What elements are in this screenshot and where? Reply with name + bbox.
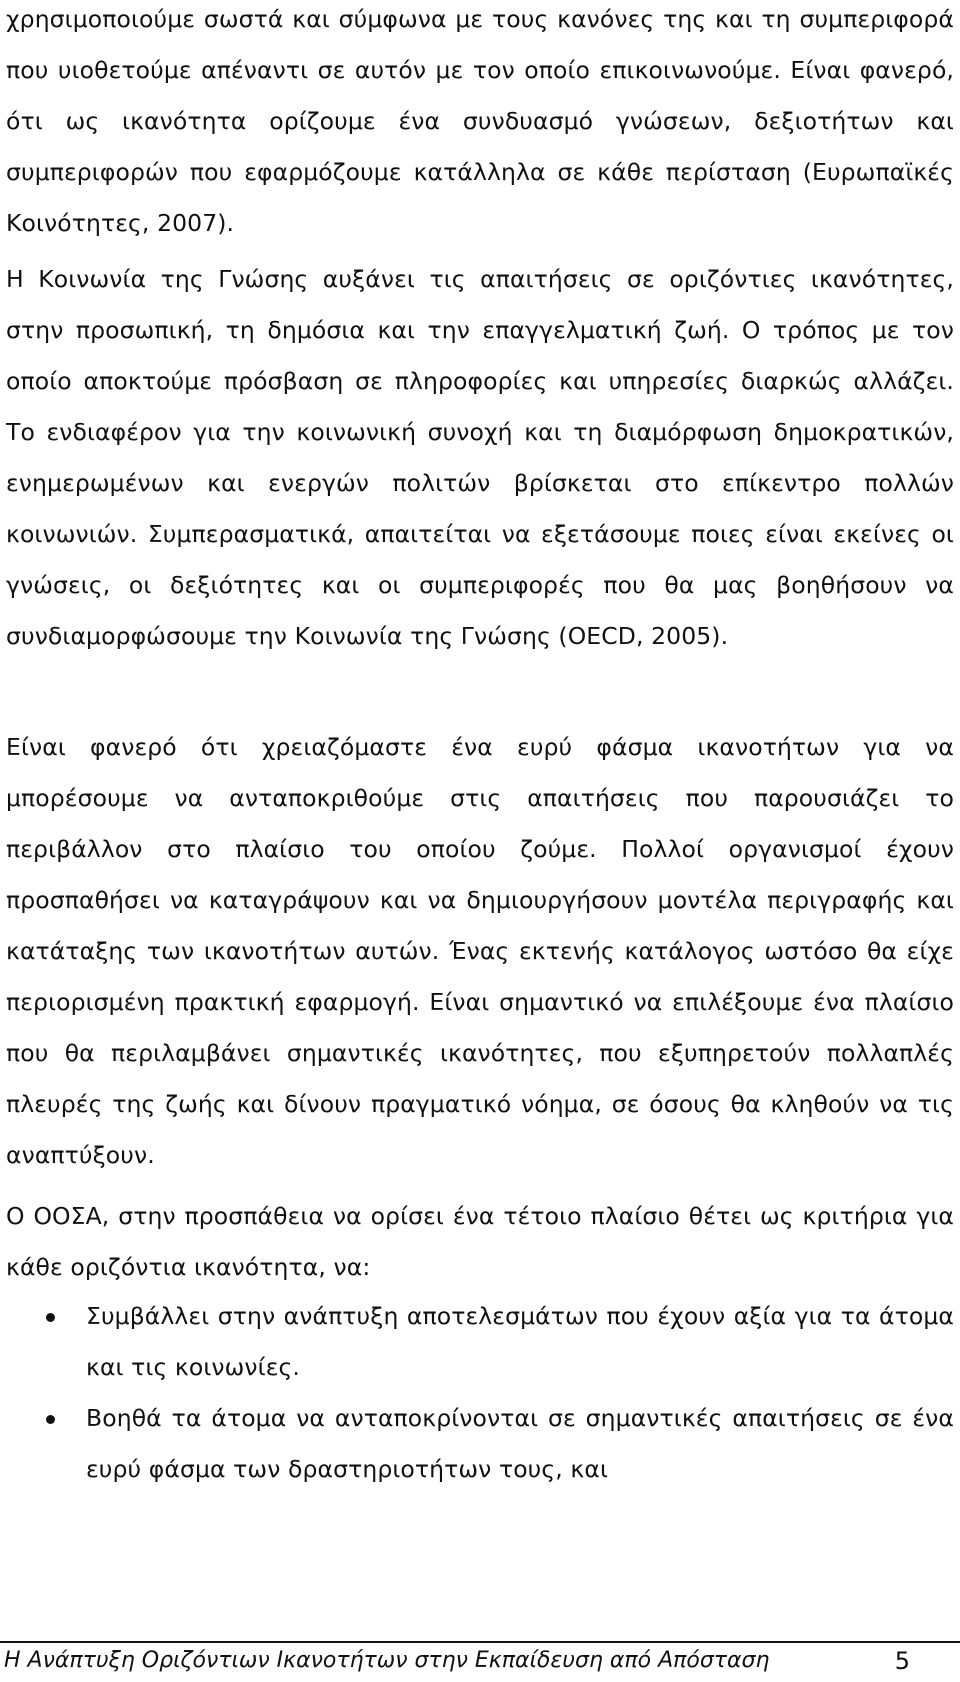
criteria-list	[6, 1291, 954, 1495]
list-item	[6, 1393, 954, 1495]
paragraph-3: Είναι φανερό ότι χρειαζόμαστε ένα ευρύ φάσμα ικανοτήτων για να μπορέσουμε να ανταποκριθούμε στις απαιτήσεις που παρουσιάζει το περιβάλλον στο πλαίσιο του οποίου ζούμε. Πολλοί οργανισμοί έχουν προσπαθήσει να καταγράψουν και να δημιουργήσουν μοντέλα περιγραφής και κατάταξης των ικανοτήτων αυτών. Ένας εκτενής κατάλογος ωστόσο θα είχε περιορισμένη πρακτική εφαρμογή. Είναι σημαντικό να επιλέξουμε ένα πλαίσιο που θα περιλαμβάνει σημαντικές ικανότητες, που εξυπηρετούν πολλαπλές πλευρές της ζωής και δίνουν πραγματικό νόημα, σε όσους θα κληθούν να τις αναπτύξουν.	[6, 733, 954, 1169]
page-footer	[4, 1643, 916, 1679]
paragraph-1: χρησιμοποιούμε σωστά και σύμφωνα με τους κανόνες της και τη συμπεριφορά που υιοθετούμε απέναντι σε αυτόν με τον οποίο επικοινωνούμε. Είναι φανερό, ότι ως ικανότητα ορίζουμε ένα συνδυασμό γνώσεων, δεξιοτήτων και συμπεριφορών που εφαρμόζουμε κατάλληλα σε κάθε περίσταση (Ευρωπαϊκές Κοινότητες, 2007).	[6, 5, 954, 237]
paragraph-2: Η Κοινωνία της Γνώσης αυξάνει τις απαιτήσεις σε οριζόντιες ικανότητες, στην προσωπική, τη δημόσια και την επαγγελματική ζωή. Ο τρόπος με τον οποίο αποκτούμε πρόσβαση σε πληροφορίες και υπηρεσίες διαρκώς αλλάζει. Το ενδιαφέρον για την κοινωνική συνοχή και τη διαμόρφωση δημοκρατικών, ενημερωμένων και ενεργών πολιτών βρίσκεται στο επίκεντρο πολλών κοινωνιών. Συμπερασματικά, απαιτείται να εξετάσουμε ποιες είναι εκείνες οι γνώσεις, οι δεξιότητες και οι συμπεριφορές που θα μας βοηθήσουν να συνδιαμορφώσουμε την Κοινωνία της Γνώσης (OECD, 2005).	[6, 265, 954, 650]
list-item	[6, 1291, 954, 1393]
bullet-icon	[46, 1313, 55, 1322]
footer-title: Η Ανάπτυξη Οριζόντιων Ικανοτήτων στην Εκπαίδευση από Απόσταση	[4, 1648, 770, 1673]
list-item-text: Βοηθά τα άτομα να ανταποκρίνονται σε σημαντικές απαιτήσεις σε ένα ευρύ φάσμα των δραστηριοτήτων τους, και	[86, 1404, 954, 1483]
list-item-text: Συμβάλλει στην ανάπτυξη αποτελεσμάτων που έχουν αξία για τα άτομα και τις κοινωνίες.	[86, 1302, 954, 1381]
paragraph-4: Ο ΟΟΣΑ, στην προσπάθεια να ορίσει ένα τέτοιο πλαίσιο θέτει ως κριτήρια για κάθε οριζόντια ικανότητα, να:	[6, 1202, 954, 1281]
page-number: 5	[894, 1647, 910, 1675]
bullet-icon	[46, 1415, 55, 1424]
